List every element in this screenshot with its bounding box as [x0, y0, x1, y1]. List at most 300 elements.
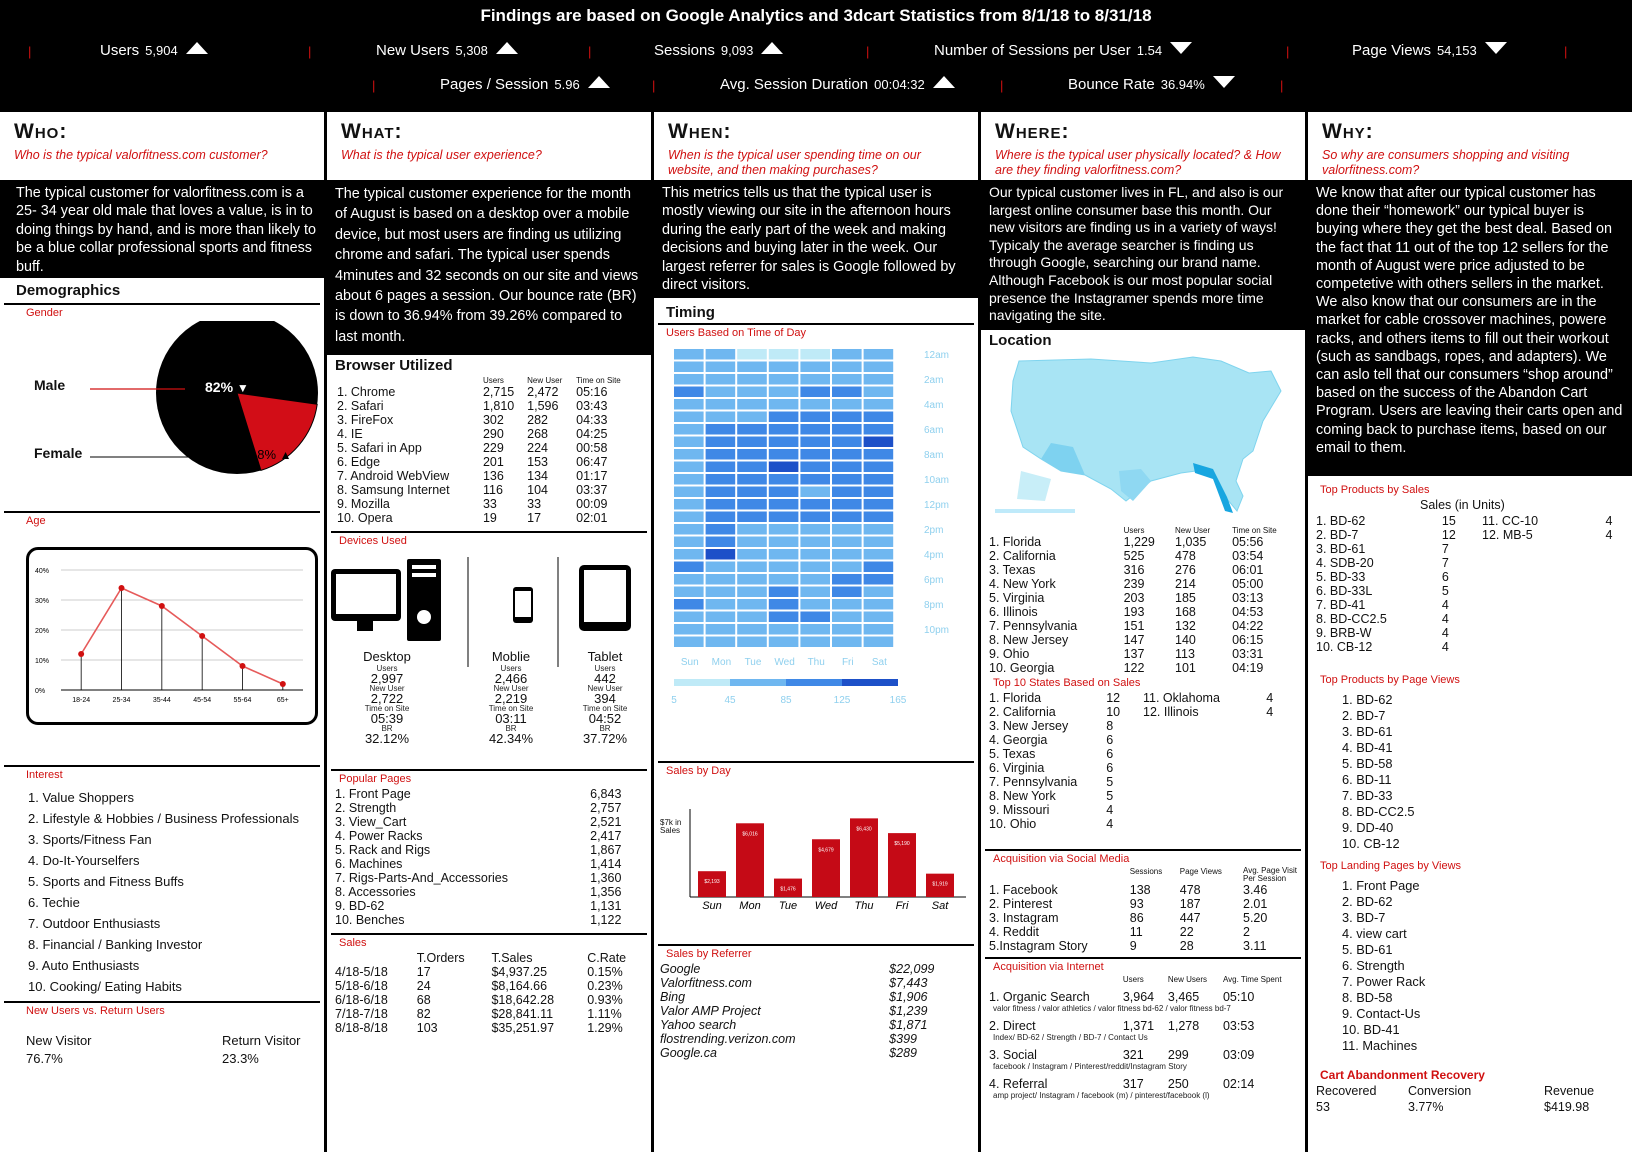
- heat-cell: [737, 562, 767, 573]
- sales-table: T.Orders T.Sales C.Rate 4/18-5/18 17 $4,937.25 0.15% 5/18-6/18 24 $8,164.66 0.23% 6/18-6/18 68 $18,642.28 0.93% 7/18-7/18 82 $28,841.11 1.11% 8/18-8/18 103 $35,251.97 1.29%: [333, 951, 647, 1035]
- top-products: [1308, 512, 1632, 672]
- heat-cell: [737, 474, 767, 485]
- heat-cell: [832, 512, 862, 523]
- heat-cell: [832, 474, 862, 485]
- cart-recovery: Recovered Conversion Revenue 53 3.77% $419.98: [1316, 1084, 1595, 1114]
- hour-label: 2am: [924, 375, 944, 386]
- y-tick-label: 0%: [35, 688, 46, 695]
- heat-cell: [864, 612, 894, 623]
- heat-cell: [832, 499, 862, 510]
- heat-cell: [800, 549, 830, 560]
- heat-cell: [674, 624, 704, 635]
- page-view-item: 4. BD-41: [1342, 740, 1393, 755]
- y-tick-label: 20%: [35, 628, 50, 635]
- interest-item: 5. Sports and Fitness Buffs: [28, 874, 184, 889]
- units-label: Sales (in Units): [1420, 498, 1505, 512]
- browser-table: Users New User Time on Site 1. Chrome 2,715 2,472 05:16 2. Safari 1,810 1,596 03:43 3. FireFox 302 282 04:33 4. IE 290 268 04:25 5. Safari in App 229 224 00:58 6. Edge 201 153 06:47 7. Android WebView 136 134 01:17 8. Samsung Internet 116 104 03:37 9. Mozilla 33 33 00:09 10. Opera 19 17 02:01: [335, 376, 635, 525]
- state-row: 2. California 525 478 03:54: [989, 549, 1264, 563]
- browser-row: 3. FireFox 302 282 04:33: [337, 413, 608, 427]
- why-summary: We know that after our typical customer has done their “homework” our typical buyer is buying where they get the best deal. Based on the fact that 11 out of the top 12 sellers for the month of August were price adjusted to be competetive with others sellers in the market. We also know that our consumers are in the market for cable crossover machines, powere racks, and others items to fill out their workout (such as sandbags, ropes, and adapters). We can aslo tell that our consumers “shop around” based on the success of the Abandon Cart Program. Users are leaving their carts open and coming back to purchase items, based on our email to them.: [1308, 180, 1632, 476]
- heat-cell: [674, 487, 704, 498]
- social-table: Sessions Page Views Avg. Page Visit Per Session 1. Facebook 138 478 3.46 2. Pinterest 93 187 2.01 3. Instagram 86 447 5.20 4. Reddit 11 22 2 5.Instagram Story 9 28 3.11: [987, 867, 1301, 953]
- heat-cell: [737, 412, 767, 423]
- y-tick-label: 10%: [35, 658, 50, 665]
- browser-row: 5. Safari in App 229 224 00:58: [337, 441, 608, 455]
- heat-cell: [864, 637, 894, 648]
- heat-cell: [832, 399, 862, 410]
- age-label: Age: [26, 515, 46, 527]
- legend-label: 125: [833, 695, 851, 706]
- day-label: Tue: [744, 657, 762, 668]
- page-view-item: 8. BD-CC2.5: [1342, 804, 1415, 819]
- heat-cell: [832, 362, 862, 373]
- why-column: [1308, 112, 1632, 1152]
- referrer-row: Yahoo search $1,871: [660, 1018, 928, 1032]
- heat-cell: [832, 412, 862, 423]
- state-row: 9. Ohio 137 113 03:31: [989, 647, 1264, 661]
- heat-cell: [832, 487, 862, 498]
- heat-cell: [832, 424, 862, 435]
- landing-item: 1. Front Page: [1342, 878, 1420, 893]
- landing-label: Top Landing Pages by Views: [1320, 860, 1462, 872]
- heat-cell: [864, 412, 894, 423]
- heat-cell: [706, 399, 736, 410]
- interest-list: [0, 783, 324, 1001]
- internet-table: Users New Users Avg. Time Spent 1. Organic Search 3,964 3,465 05:10 valor fitness / valor athletics / valor fitness bd-62 / valor fitness bd-7 2. Direct 1,371 1,278 03:53 Index/ BD-62 / Strength / BD-7 / Contact Us 3. Social 321 299 03:09 facebook / Instagram / Pinterest/reddit/Instagram Story 4. Referral 317 250 02:14 amp project/ Instagram / facebook (m) / pinterest/facebook (l): [987, 975, 1301, 1100]
- state-row: 6. Illinois 193 168 04:53: [989, 605, 1264, 619]
- product-row: 5. BD-33 6: [1316, 570, 1449, 584]
- page-row: 2. Strength 2,757: [335, 801, 622, 815]
- divider: |: [866, 44, 870, 59]
- heat-cell: [674, 437, 704, 448]
- devices-label: Devices Used: [339, 535, 407, 547]
- x-tick-label: 35-44: [152, 697, 171, 704]
- where-column: [981, 112, 1305, 1152]
- heat-cell: [706, 349, 736, 360]
- heat-cell: [737, 587, 767, 598]
- top-state-row: 9. Missouri 4: [989, 803, 1114, 817]
- heat-cell: [800, 387, 830, 398]
- heat-cell: [769, 474, 799, 485]
- heat-cell: [800, 449, 830, 460]
- heat-cell: [674, 599, 704, 610]
- x-tick-label: 18-24: [72, 697, 91, 704]
- device-stats: Tablet Users 442 New User 394 Time on Site 04:52 BR 37.72%: [582, 649, 628, 746]
- top-state-row: 4. Georgia 6: [989, 733, 1114, 747]
- location-title: Location: [989, 332, 1052, 349]
- time-of-day-heatmap: [654, 341, 978, 761]
- state-row: 5. Virginia 203 185 03:13: [989, 591, 1264, 605]
- hour-label: 8pm: [924, 600, 944, 611]
- heat-cell: [674, 524, 704, 535]
- timing-title: Timing: [666, 304, 715, 321]
- sales-row: 6/18-6/18 68 $18,642.28 0.93%: [335, 993, 623, 1007]
- heat-cell: [800, 424, 830, 435]
- heat-cell: [769, 612, 799, 623]
- interest-item: 4. Do-It-Yourselfers: [28, 853, 140, 868]
- legend-label: 45: [724, 695, 736, 706]
- heat-cell: [674, 374, 704, 385]
- who-heading: Who:: [14, 120, 68, 143]
- internet-row: 3. Social 321 299 03:09: [989, 1048, 1255, 1062]
- heat-cell: [769, 599, 799, 610]
- legend-swatch: [786, 679, 842, 686]
- day-label: Wed: [774, 657, 795, 668]
- browser-row: 10. Opera 19 17 02:01: [337, 511, 608, 525]
- age-series-line: [81, 588, 283, 684]
- heat-cell: [864, 399, 894, 410]
- heat-cell: [706, 499, 736, 510]
- heat-cell: [737, 437, 767, 448]
- heat-cell: [674, 612, 704, 623]
- heat-cell: [864, 487, 894, 498]
- internet-note: amp project/ Instagram / facebook (m) / pinterest/facebook (l): [993, 1091, 1210, 1100]
- legend-label: 5: [671, 695, 677, 706]
- interest-item: 7. Outdoor Enthusiasts: [28, 916, 161, 931]
- heat-cell: [800, 599, 830, 610]
- referrer-row: Bing $1,906: [660, 990, 928, 1004]
- interest-item: 6. Techie: [28, 895, 80, 910]
- down-arrow-icon: [1485, 42, 1507, 54]
- referrer-row: Valor AMP Project $1,239: [660, 1004, 928, 1018]
- bar-day-label: Thu: [854, 900, 874, 912]
- browser-row: 9. Mozilla 33 33 00:09: [337, 497, 608, 511]
- hour-label: 6pm: [924, 575, 944, 586]
- kpi-session-duration: Avg. Session Duration 00:04:32: [720, 76, 955, 93]
- who-column: [0, 112, 324, 1152]
- heat-cell: [674, 349, 704, 360]
- top-state-row: 12. Illinois 4: [1143, 705, 1274, 719]
- divider: |: [1280, 78, 1284, 93]
- bar-data-label: $5,190: [894, 841, 910, 848]
- page-row: 8. Accessories 1,356: [335, 885, 622, 899]
- heat-cell: [706, 612, 736, 623]
- bar-day-label: Tue: [778, 900, 798, 912]
- divider: |: [308, 44, 312, 59]
- hour-label: 10pm: [924, 625, 950, 636]
- heat-cell: [706, 524, 736, 535]
- bar-data-label: $6,430: [856, 826, 872, 833]
- page-row: 1. Front Page 6,843: [335, 787, 622, 801]
- heat-cell: [769, 387, 799, 398]
- heat-cell: [864, 349, 894, 360]
- heat-cell: [674, 574, 704, 585]
- divider: |: [588, 44, 592, 59]
- when-heading: When:: [668, 120, 732, 143]
- social-row: 5.Instagram Story 9 28 3.11: [989, 939, 1267, 953]
- browser-row: 7. Android WebView 136 134 01:17: [337, 469, 608, 483]
- x-tick-label: 55-64: [233, 697, 252, 704]
- up-arrow-icon: [496, 42, 518, 54]
- bar-day-label: Fri: [895, 900, 909, 912]
- interest-item: 10. Cooking/ Eating Habits: [28, 979, 182, 994]
- heat-cell: [769, 412, 799, 423]
- popular-pages-label: Popular Pages: [339, 773, 412, 785]
- product-row: 7. BD-41 4: [1316, 598, 1449, 612]
- y-tick-label: 30%: [35, 598, 50, 605]
- heat-cell: [864, 537, 894, 548]
- heat-cell: [737, 362, 767, 373]
- heat-cell: [706, 462, 736, 473]
- x-tick-label: 65+: [276, 697, 289, 704]
- page-views-list: [1308, 688, 1632, 856]
- referrer-row: flostrending.verizon.com $399: [660, 1032, 917, 1046]
- location-table: Users New User Time on Site 1. Florida 1,229 1,035 05:56 2. California 525 478 03:54 3. Texas 316 276 06:01 4. New York 239 214 05:00 5. Virginia 203 185 03:13 6. Illinois 193 168 04:53 7. Pennsylvania 151 132 04:22 8. New Jersey 147 140 06:15 9. Ohio 137 113 03:31 10. Georgia 122 101 04:19: [987, 526, 1301, 675]
- popular-pages-table: [333, 787, 639, 927]
- new-vs-return-label: New Users vs. Return Users: [26, 1005, 165, 1017]
- summary-header: [0, 0, 1632, 112]
- hour-label: 10am: [924, 475, 950, 486]
- state-row: 4. New York 239 214 05:00: [989, 577, 1264, 591]
- down-arrow-icon: [1213, 76, 1235, 88]
- heat-cell: [674, 412, 704, 423]
- interest-item: 8. Financial / Banking Investor: [28, 937, 203, 952]
- heat-cell: [737, 449, 767, 460]
- browser-title: Browser Utilized: [335, 357, 453, 374]
- heat-cell: [737, 399, 767, 410]
- hour-label: 2pm: [924, 525, 944, 536]
- heat-cell: [737, 637, 767, 648]
- up-arrow-icon: [588, 76, 610, 88]
- heat-cell: [832, 349, 862, 360]
- top-state-row: 11. Oklahoma 4: [1143, 691, 1274, 705]
- heat-cell: [706, 362, 736, 373]
- heat-cell: [800, 574, 830, 585]
- heat-cell: [864, 562, 894, 573]
- what-heading: What:: [341, 120, 403, 143]
- referrer-row: Google $22,099: [660, 962, 935, 976]
- heatmap-label: Users Based on Time of Day: [666, 327, 807, 339]
- sales-axis-label: $7k in Sales: [660, 818, 682, 835]
- male-percent: 82% ▼: [205, 379, 249, 395]
- heat-cell: [737, 624, 767, 635]
- page-view-item: 1. BD-62: [1342, 692, 1393, 707]
- product-row: 10. CB-12 4: [1316, 640, 1449, 654]
- interest-item: 1. Value Shoppers: [28, 790, 134, 805]
- browser-row: 6. Edge 201 153 06:47: [337, 455, 608, 469]
- sales-row: 5/18-6/18 24 $8,164.66 0.23%: [335, 979, 623, 993]
- interest-label: Interest: [26, 769, 63, 781]
- sales-by-day-label: Sales by Day: [666, 765, 731, 777]
- legend-swatch: [730, 679, 786, 686]
- heat-cell: [832, 587, 862, 598]
- product-row: 6. BD-33L 5: [1316, 584, 1449, 598]
- heat-cell: [864, 462, 894, 473]
- up-arrow-icon: [761, 42, 783, 54]
- bar-data-label: $1,476: [780, 886, 796, 893]
- heat-cell: [706, 437, 736, 448]
- landing-item: 10. BD-41: [1342, 1022, 1400, 1037]
- us-map-svg: [981, 351, 1305, 526]
- landing-item: 3. BD-7: [1342, 910, 1386, 925]
- divider: |: [652, 78, 656, 93]
- day-label: Sun: [680, 657, 699, 668]
- referrer-row: Valorfitness.com $7,443: [660, 976, 928, 990]
- legend-label: 165: [889, 695, 907, 706]
- interest-item: 3. Sports/Fitness Fan: [28, 832, 152, 847]
- heat-cell: [800, 374, 830, 385]
- heat-cell: [864, 624, 894, 635]
- hour-label: 6am: [924, 425, 944, 436]
- product-row: 3. BD-61 7: [1316, 542, 1449, 556]
- heat-cell: [800, 499, 830, 510]
- device-stats: Desktop Users 2,997 New User 2,722 Time on Site 05:39 BR 32.12%: [363, 649, 411, 746]
- heat-cell: [674, 562, 704, 573]
- heat-cell: [800, 562, 830, 573]
- up-arrow-icon: [933, 76, 955, 88]
- heat-cell: [832, 599, 862, 610]
- heat-cell: [800, 624, 830, 635]
- page-view-item: 6. BD-11: [1342, 772, 1392, 787]
- heat-cell: [769, 562, 799, 573]
- social-row: 3. Instagram 86 447 5.20: [989, 911, 1268, 925]
- heat-cell: [864, 437, 894, 448]
- heat-cell: [674, 462, 704, 473]
- heat-cell: [800, 512, 830, 523]
- heat-cell: [769, 524, 799, 535]
- product-row: 1. BD-62 15: [1316, 514, 1456, 528]
- why-question: So why are consumers shopping and visiting valorfitness.com?: [1322, 148, 1570, 177]
- heat-cell: [706, 424, 736, 435]
- us-map: [981, 351, 1305, 526]
- heat-cell: [864, 549, 894, 560]
- hour-label: 12pm: [924, 500, 950, 511]
- product-row: 9. BRB-W 4: [1316, 626, 1449, 640]
- new-visitor-label: New Visitor: [26, 1033, 92, 1048]
- heat-cell: [800, 437, 830, 448]
- return-visitor-label: Return Visitor: [222, 1033, 301, 1048]
- heat-cell: [674, 549, 704, 560]
- hour-label: 4pm: [924, 550, 944, 561]
- product-row: 8. BD-CC2.5 4: [1316, 612, 1449, 626]
- heat-cell: [832, 637, 862, 648]
- page-view-item: 10. CB-12: [1342, 836, 1400, 851]
- internet-row: 4. Referral 317 250 02:14: [989, 1077, 1255, 1091]
- sales-by-day-svg: [654, 779, 978, 939]
- why-heading: Why:: [1322, 120, 1374, 143]
- device-stats: Moblie Users 2,466 New User 2,219 Time on Site 03:11 BR 42.34%: [488, 649, 534, 746]
- state-row: 3. Texas 316 276 06:01: [989, 563, 1264, 577]
- heat-cell: [737, 374, 767, 385]
- legend-label: 85: [780, 695, 792, 706]
- kpi-sessions: Sessions 9,093: [654, 42, 783, 59]
- social-row: 1. Facebook 138 478 3.46: [989, 883, 1268, 897]
- heat-cell: [832, 562, 862, 573]
- devices-panel: [327, 549, 651, 769]
- heat-cell: [737, 499, 767, 510]
- product-row: 12. MB-5 4: [1482, 528, 1613, 542]
- internet-note: Index/ BD-62 / Strength / BD-7 / Contact Us: [993, 1033, 1148, 1042]
- referrer-label: Sales by Referrer: [666, 948, 752, 960]
- heat-cell: [769, 462, 799, 473]
- heat-cell: [769, 449, 799, 460]
- interest-item: 9. Auto Enthusiasts: [28, 958, 140, 973]
- y-tick-label: 40%: [35, 568, 50, 575]
- top-state-row: 8. New York 5: [989, 789, 1114, 803]
- landing-item: 11. Machines: [1342, 1038, 1418, 1053]
- heat-cell: [800, 399, 830, 410]
- page-row: 9. BD-62 1,131: [335, 899, 622, 913]
- heat-cell: [769, 549, 799, 560]
- divider: |: [372, 78, 376, 93]
- where-heading: Where:: [995, 120, 1070, 143]
- heat-cell: [706, 624, 736, 635]
- x-tick-label: 25-34: [112, 697, 131, 704]
- heat-cell: [864, 374, 894, 385]
- when-question: When is the typical user spending time on our website, and then making purchases?: [668, 148, 921, 177]
- cart-label: Cart Abandonment Recovery: [1320, 1068, 1485, 1082]
- heat-cell: [832, 449, 862, 460]
- heat-cell: [800, 474, 830, 485]
- page-row: 3. View_Cart 2,521: [335, 815, 622, 829]
- heat-cell: [800, 462, 830, 473]
- internet-note: facebook / Instagram / Pinterest/reddit/Instagram Story: [993, 1062, 1187, 1071]
- heat-cell: [769, 499, 799, 510]
- landing-item: 4. view cart: [1342, 926, 1407, 941]
- heat-cell: [674, 587, 704, 598]
- heat-cell: [832, 524, 862, 535]
- bar-day-label: Sat: [931, 900, 949, 912]
- bar-data-label: $4,679: [818, 847, 834, 854]
- heat-cell: [674, 362, 704, 373]
- social-row: 4. Reddit 11 22 2: [989, 925, 1250, 939]
- landing-item: 2. BD-62: [1342, 894, 1393, 909]
- heat-cell: [769, 637, 799, 648]
- heat-cell: [674, 637, 704, 648]
- bar-day-label: Mon: [739, 900, 761, 912]
- age-point: [159, 603, 165, 609]
- demographics-title: Demographics: [16, 282, 121, 299]
- age-line-svg: [29, 550, 315, 722]
- page-view-item: 9. DD-40: [1342, 820, 1394, 835]
- heat-cell: [800, 349, 830, 360]
- heat-cell: [800, 412, 830, 423]
- sales-row: 4/18-5/18 17 $4,937.25 0.15%: [335, 965, 623, 979]
- internet-row: 1. Organic Search 3,964 3,465 05:10: [989, 990, 1255, 1004]
- top-state-row: 5. Texas 6: [989, 747, 1114, 761]
- heat-cell: [706, 549, 736, 560]
- page-view-item: 3. BD-61: [1342, 724, 1393, 739]
- heat-cell: [706, 512, 736, 523]
- top-state-row: 10. Ohio 4: [989, 817, 1114, 831]
- heat-cell: [864, 599, 894, 610]
- landing-item: 7. Power Rack: [1342, 974, 1426, 989]
- heat-cell: [832, 624, 862, 635]
- browser-row: 1. Chrome 2,715 2,472 05:16: [337, 385, 608, 399]
- heat-cell: [832, 462, 862, 473]
- heat-cell: [706, 562, 736, 573]
- heat-cell: [864, 499, 894, 510]
- bar-day-label: Sun: [702, 900, 722, 912]
- heat-cell: [800, 612, 830, 623]
- heat-cell: [737, 424, 767, 435]
- heat-cell: [864, 587, 894, 598]
- page-view-item: 7. BD-33: [1342, 788, 1393, 803]
- bar-data-label: $1,919: [932, 881, 948, 888]
- gender-pie-svg: [0, 321, 324, 511]
- heat-cell: [674, 474, 704, 485]
- top-products-label: Top Products by Sales: [1320, 484, 1430, 496]
- heat-cell: [800, 524, 830, 535]
- heat-cell: [800, 537, 830, 548]
- heat-cell: [737, 612, 767, 623]
- what-question: What is the typical user experience?: [341, 148, 542, 162]
- page-title: Findings are based on Google Analytics and 3dcart Statistics from 8/1/18 to 8/31/18: [480, 6, 1152, 25]
- when-summary: This metrics tells us that the typical user is mostly viewing our site in the afternoon hours during the early part of the week and making decisions and buying later in the week. Our largest referrer for sales is Google followed by direct visitors.: [654, 180, 978, 298]
- heat-cell: [737, 487, 767, 498]
- heat-cell: [832, 549, 862, 560]
- heat-cell: [706, 387, 736, 398]
